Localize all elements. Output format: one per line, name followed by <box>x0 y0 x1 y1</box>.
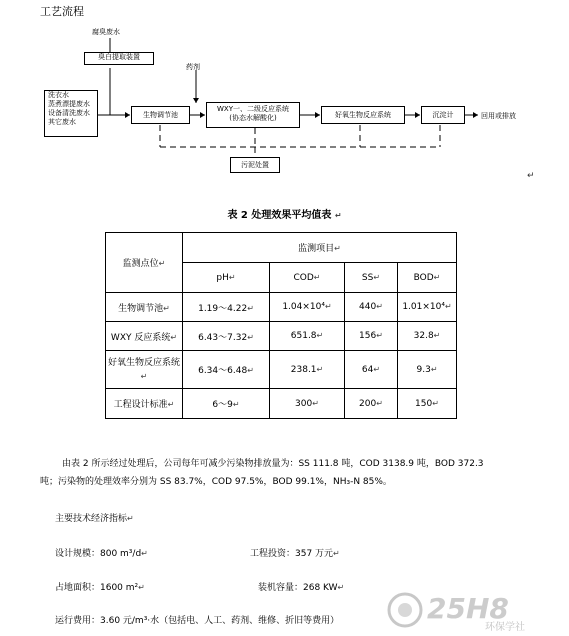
source-item: 其它废水 <box>48 118 76 126</box>
cell: 300↵ <box>270 389 345 419</box>
source-item: 洗衣水 <box>48 91 69 99</box>
watermark-text: 25H8 <box>427 592 509 625</box>
col-header: COD↵ <box>270 263 345 293</box>
col-header: BOD↵ <box>398 263 457 293</box>
table-caption-text: 表 2 处理效果平均值表 <box>227 210 332 221</box>
paragraph-line1: 由表 2 所示经过处理后，公司每年可减少污染物排放量为：SS 111.8 吨，COD 3138.9 吨，BOD 372.3 <box>62 459 484 469</box>
table-caption: 表 2 处理效果平均值表 ↵ <box>227 210 342 221</box>
cell: 6～9↵ <box>183 389 270 419</box>
watermark-subtext: 环保学社 <box>485 622 525 632</box>
box-clarifier: 沉淀计 <box>421 106 465 124</box>
cell: 1.19～4.22↵ <box>183 293 270 322</box>
table-row <box>106 389 457 419</box>
col-header: SS↵ <box>345 263 398 293</box>
box-extract-device: 臭白提取装置 <box>84 52 154 65</box>
indicator-area: 占地面积：1600 m²↵ <box>55 583 145 593</box>
results-table <box>105 232 457 419</box>
label-outflow: 回用或排放 <box>481 112 516 120</box>
box-aerobic-reaction: 好氧生物反应系统 <box>321 106 405 124</box>
cell: 238.1↵ <box>270 351 345 389</box>
cell-point: 工程设计标准↵ <box>106 389 183 419</box>
return-mark: ↵ <box>527 171 535 181</box>
cell-point: 生物调节池↵ <box>106 293 183 322</box>
header-point: 监测点位↵ <box>106 233 183 293</box>
cell: 1.01×10⁴↵ <box>398 293 457 322</box>
cell: 150↵ <box>398 389 457 419</box>
cell-point: 好氧生物反应系统↵ <box>106 351 183 389</box>
cell: 64↵ <box>345 351 398 389</box>
indicator-capacity: 装机容量：268 KW↵ <box>258 583 345 593</box>
cell: 651.8↵ <box>270 322 345 351</box>
indicator-design-scale: 设计规模：800 m³/d↵ <box>55 549 148 559</box>
label-dosing: 药剂 <box>186 63 200 71</box>
box-regulating-tank: 生物调节池 <box>131 106 190 124</box>
box-source-wastewater <box>44 90 98 137</box>
watermark-graphic <box>385 588 555 632</box>
box-sludge-disposal: 污泥处置 <box>230 157 280 173</box>
indicator-running-cost: 运行费用：3.60 元/m³·水（包括电、人工、药剂、维修、折旧等费用） <box>55 616 340 626</box>
wxy-line1: WXY一、二级反应系统 <box>217 105 289 113</box>
wxy-line2: (协态水解酸化) <box>229 114 277 122</box>
cell: 440↵ <box>345 293 398 322</box>
table-row <box>106 293 457 322</box>
table-row <box>106 322 457 351</box>
section-title: 主要技术经济指标↵ <box>55 514 134 524</box>
cell: 6.43～7.32↵ <box>183 322 270 351</box>
cell: 6.34～6.48↵ <box>183 351 270 389</box>
document-title: 工艺流程 <box>40 5 84 18</box>
paragraph-line2: 吨；污染物的处理效率分别为 SS 83.7%，COD 97.5%，BOD 99.1%，NH₃-N 85%。 <box>40 477 392 487</box>
header-items: 监测项目↵ <box>183 233 457 263</box>
cell: 1.04×10⁴↵ <box>270 293 345 322</box>
label-source-top: 腐臭废水 <box>92 28 120 36</box>
box-wxy-reaction <box>206 102 300 128</box>
col-header: pH↵ <box>183 263 270 293</box>
cell: 32.8↵ <box>398 322 457 351</box>
source-item: 蒸煮漂提废水 <box>48 100 90 108</box>
cell: 9.3↵ <box>398 351 457 389</box>
indicator-investment: 工程投资：357 万元↵ <box>250 549 340 559</box>
table-row <box>106 351 457 389</box>
cell: 156↵ <box>345 322 398 351</box>
cell-point: WXY 反应系统↵ <box>106 322 183 351</box>
watermark-logo <box>385 588 555 632</box>
source-item: 设备清洗废水 <box>48 109 90 117</box>
cell: 200↵ <box>345 389 398 419</box>
